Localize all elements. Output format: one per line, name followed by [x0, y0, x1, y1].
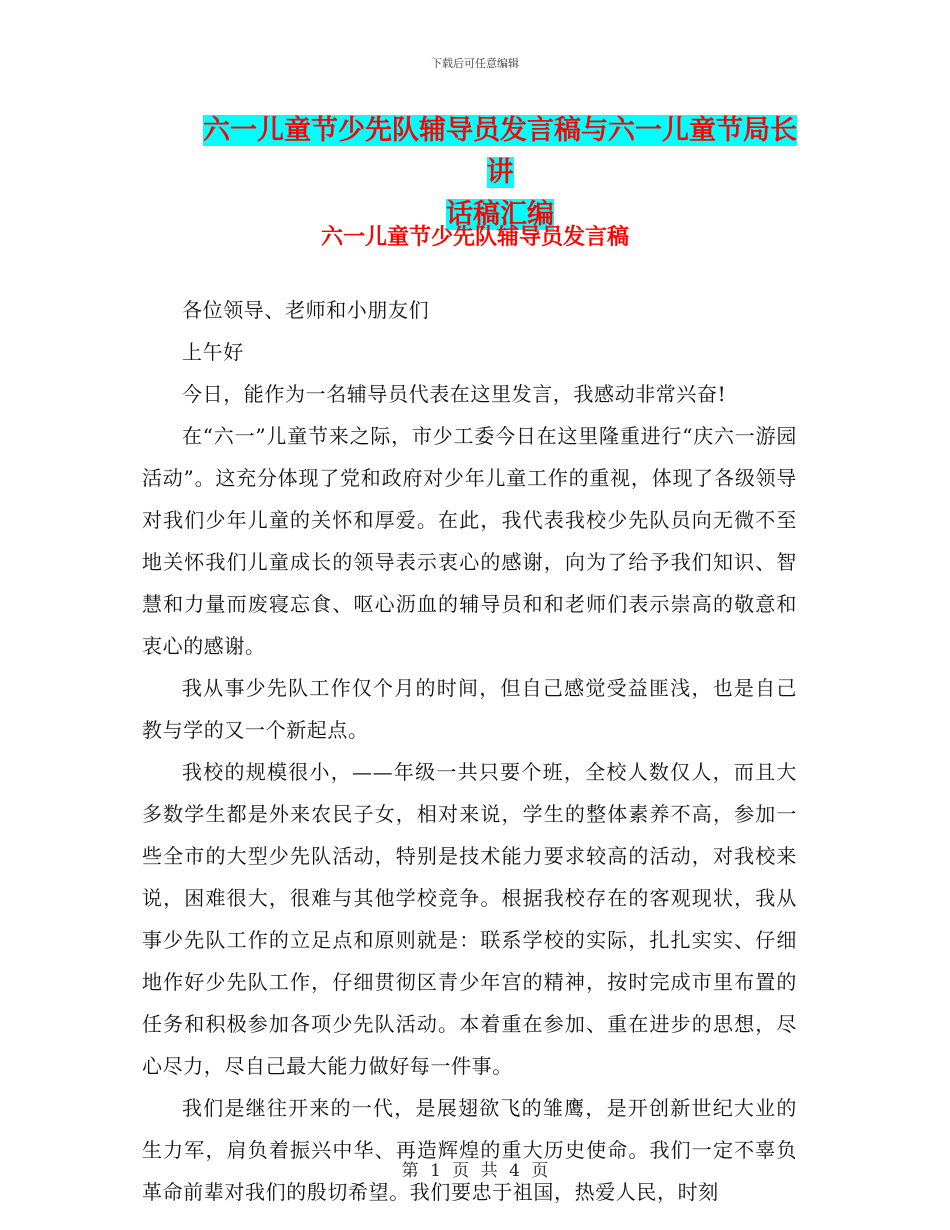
- paragraph: 我从事少先队工作仅个月的时间，但自己感觉受益匪浅，也是自己教与学的又一个新起点。: [142, 676, 797, 742]
- section-title: 六一儿童节少先队辅导员发言稿: [320, 225, 629, 250]
- paragraph: 我校的规模很小，——年级一共只要个班，全校人数仅人，而且大多数学生都是外来农民子女，相对来说，学生的整体素养不高，参加一些全市的大型少先队活动，特别是技术能力要求较高的活动，对我校来说，困难很大，很难与其他学校竞争。根据我校存在的客观现状，我从事少先队工作的立足点和原则就是：联系学校的实际，扎扎实实、仔细地作好少先队工作，仔细贯彻区青少年宫的精神，按时完成市里布置的任务和积极参加各项少先队活动。本着重在参加、重在进步的思想，尽心尽力，尽自己最大能力做好每一件事。: [142, 760, 797, 1078]
- paragraph: 上午好: [182, 340, 244, 364]
- document-title-line-1: 六一儿童节少先队辅导员发言稿与六一儿童节局长讲: [203, 115, 797, 188]
- document-title-line-2: 话稿汇编: [446, 199, 554, 230]
- paragraph: 我们是继往开来的一代，是展翅欲飞的雏鹰，是开创新世纪大业的生力军，肩负着振兴中华、再造辉煌的重大历史使命。我们一定不辜负革命前辈对我们的殷切希望。我们要忠于祖国，热爱人民，时刻: [142, 1096, 797, 1204]
- paragraph: 今日，能作为一名辅导员代表在这里发言，我感动非常兴奋!: [182, 382, 727, 406]
- body-text: [142, 289, 797, 1213]
- page-footer: 第 1 页 共 4 页: [401, 1161, 549, 1181]
- document-title: [190, 110, 810, 236]
- paragraph: 在“六一”儿童节来之际，市少工委今日在这里隆重进行“庆六一游园活动”。这充分体现了党和政府对少年儿童工作的重视，体现了各级领导对我们少年儿童的关怀和厚爱。在此，我代表我校少先队员向无微不至地关怀我们儿童成长的领导表示衷心的感谢，向为了给予我们知识、智慧和力量而废寝忘食、呕心沥血的辅导员和和老师们表示崇高的敬意和衷心的感谢。: [142, 424, 797, 658]
- paragraph: 各位领导、老师和小朋友们: [182, 298, 430, 322]
- header-note: 下载后可任意编辑: [431, 57, 519, 70]
